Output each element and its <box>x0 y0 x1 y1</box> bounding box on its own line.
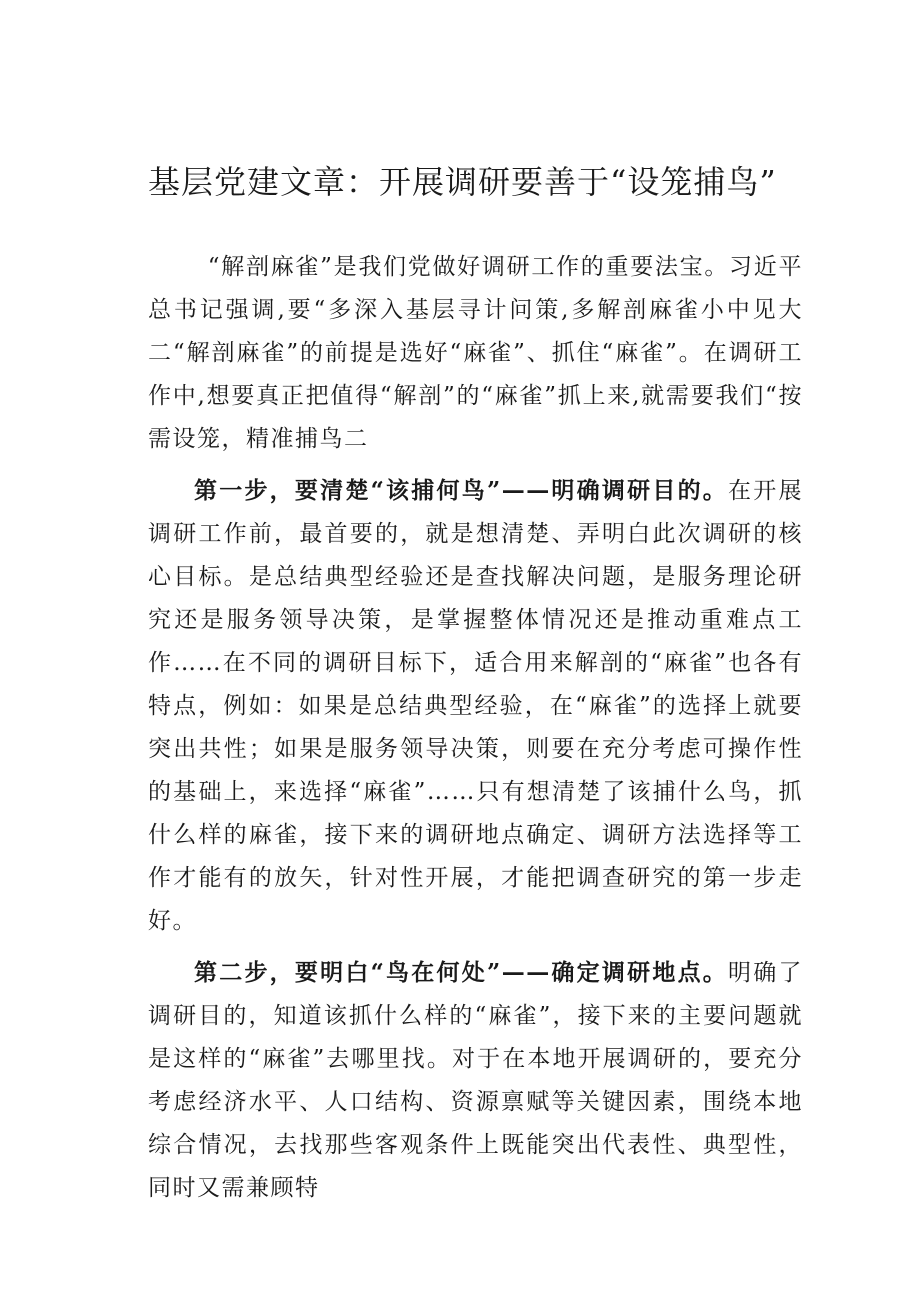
document-body <box>148 246 803 1218</box>
step-two-text: 明确了调研目的，知道该抓什么样的“麻雀”，接下来的主要问题就是这样的“麻雀”去哪里找。对于在本地开展调研的，要充分考虑经济水平、人口结构、资源禀赋等关键因素，围绕本地综合情况，去找那些客观条件上既能突出代表性、典型性，同时又需兼顾特 <box>148 960 804 1201</box>
step-two-paragraph <box>148 951 803 1210</box>
step-one-text: 在开展调研工作前，最首要的，就是想清楚、弄明白此次调研的核心目标。是总结典型经验还是查找解决问题，是服务理论研究还是服务领导决策，是掌握整体情况还是推动重难点工作……在不同的调研目标下，适合用来解剖的“麻雀”也各有特点，例如：如果是总结典型经验，在“麻雀”的选择上就要突出共性；如果是服务领导决策，则要在充分考虑可操作性的基础上，来选择“麻雀”……只有想清楚了该捕什么鸟，抓什么样的麻雀，接下来的调研地点确定、调研方法选择等工作才能有的放矢，针对性开展，才能把调查研究的第一步走好。 <box>148 478 804 934</box>
document-title: 基层党建文章：开展调研要善于“设笼捕鸟” <box>148 163 777 201</box>
step-one-paragraph <box>148 469 803 943</box>
step-two-heading: 第二步，要明白“鸟在何处”——确定调研地点。 <box>194 959 729 986</box>
intro-paragraph-text: “解剖麻雀”是我们党做好调研工作的重要法宝。习近平总书记强调,要“多深入基层寻计问策,多解剖麻雀小中见大二“解剖麻雀”的前提是选好“麻雀”、抓住“麻雀”。在调研工作中,想要真正把值得“解剖”的“麻雀”抓上来,就需要我们“按需设笼，精准捕鸟二 <box>148 254 803 452</box>
step-one-heading: 第一步，要清楚“该捕何鸟”——明确调研目的。 <box>194 477 729 504</box>
intro-paragraph <box>148 246 803 461</box>
